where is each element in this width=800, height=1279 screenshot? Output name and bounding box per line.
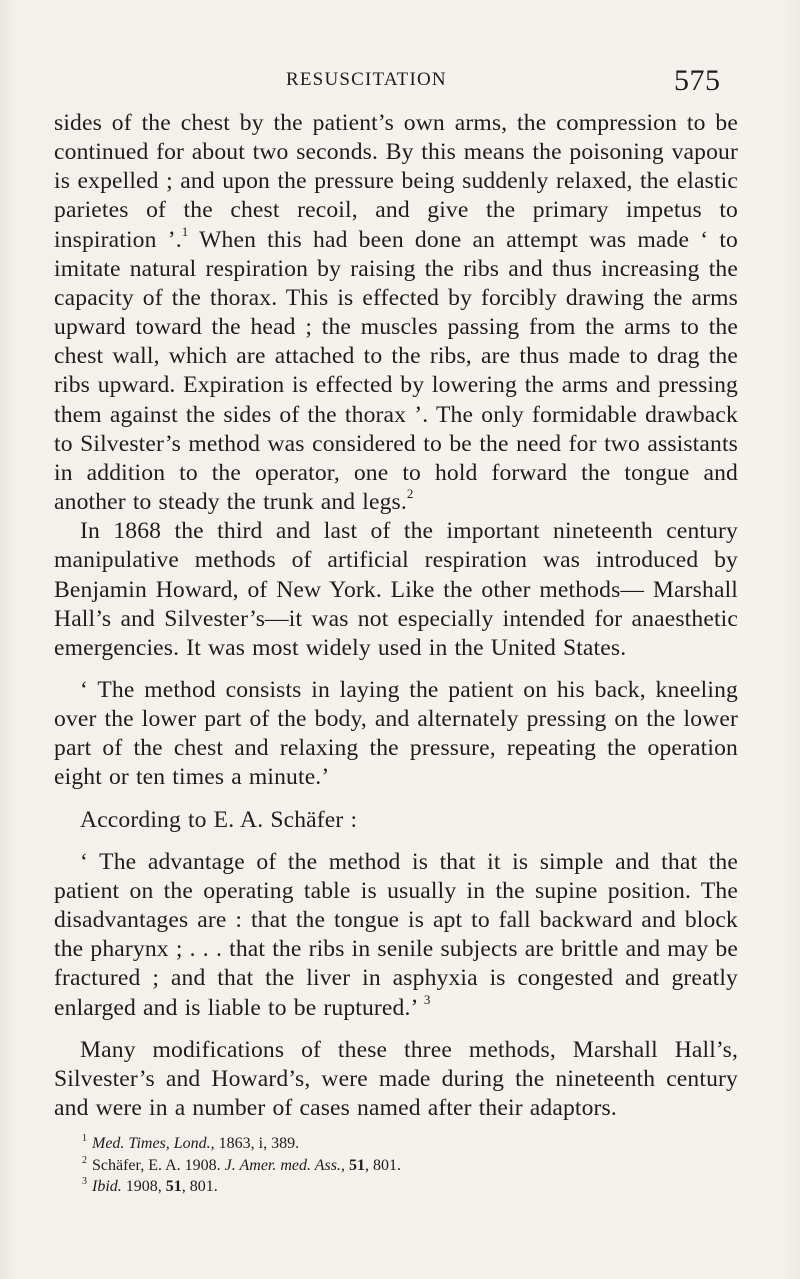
footnote xyxy=(82,1176,772,1198)
body-text xyxy=(54,109,738,1123)
footnote xyxy=(82,1155,772,1177)
quote-text: ‘ The advantage of the method is that it is simple and that the patient on the operating table is usually in the supine position. The disadvantages are : that the tongue is apt to fall backward and block the pharynx ; . . . that the ribs in senile subjects are brittle and may be fractured ; and that the liver in asphyxia is congested and greatly enlarged and is liable to be ruptured.’ xyxy=(54,848,738,1021)
footnote-separator: , xyxy=(340,1156,349,1174)
footnote-citation: , 801. xyxy=(364,1156,401,1174)
footnote-journal: Ibid. xyxy=(92,1178,122,1195)
footnote-volume: 51 xyxy=(165,1178,182,1195)
footnote-ref: 2 xyxy=(406,486,414,502)
footnote-marker: 3 xyxy=(82,1176,87,1187)
block-quote xyxy=(54,848,738,1023)
footnote-volume: 51 xyxy=(348,1156,365,1174)
footnote-author: Schäfer, E. A. 1908. xyxy=(92,1156,225,1174)
block-quote xyxy=(54,676,738,793)
footnote-citation: , 1863, i, 389. xyxy=(210,1135,300,1152)
running-title: RESUSCITATION xyxy=(286,69,447,90)
paragraph xyxy=(54,806,738,835)
paragraph xyxy=(54,517,738,663)
footnote-marker: 2 xyxy=(82,1154,87,1166)
footnote-journal: Med. Times, Lond. xyxy=(92,1135,211,1152)
quote-text: ‘ The method consists in laying the patient on his back, kneeling over the lower part of the body, and alternately pressing on the lower part of the chest and relaxing the pressure, repeating the operation eight or ten times a minute.’ xyxy=(54,676,738,791)
footnotes xyxy=(82,1133,772,1198)
page-header xyxy=(0,64,800,104)
footnote-ref: 3 xyxy=(423,991,431,1007)
paragraph-text: In 1868 the third and last of the important nineteenth century manipulative methods of artificial respiration was introduced by Benjamin Howard, of New York. Like the other methods— Marshall Hall’s and Silvester’s—it was not especially intended for anaesthetic emergencies. It was most widely used in the United States. xyxy=(54,518,738,661)
footnote-citation: , 801. xyxy=(181,1178,218,1195)
footnote-ref: 1 xyxy=(181,223,189,239)
paragraph-text: According to E. A. Schäfer : xyxy=(80,806,358,833)
paragraph-continuation xyxy=(54,109,738,517)
footnote xyxy=(82,1133,772,1155)
paragraph xyxy=(54,1036,738,1123)
paragraph-text: Many modifications of these three methods, Marshall Hall’s, Silvester’s and Howard’s, were made during the nineteenth century and were in a number of cases named after their adaptors. xyxy=(54,1036,738,1121)
paragraph-text: sides of the chest by the patient’s own arms, the compression to be continued for about two seconds. By this means the poisoning vapour is expelled ; and upon the pressure being suddenly relaxed, the elastic parietes of the chest recoil, and give the primary impetus to inspiration ’. xyxy=(54,110,738,253)
footnote-marker: 1 xyxy=(82,1133,87,1144)
paragraph-text: When this had been done an attempt was made ‘ to imitate natural respiration by raising the ribs and thus increasing the capacity of the thorax. This is effected by forcibly drawing the arms upward toward the head ; the muscles passing from the arms to the chest wall, which are attached to the ribs, are thus made to drag the ribs upward. Expiration is effected by lowering the arms and pressing them against the sides of the thorax ’. The only formidable drawback to Silvester’s method was considered to be the need for two assistants in addition to the operator, one to hold forward the tongue and another to steady the trunk and legs. xyxy=(54,226,738,516)
page-number: 575 xyxy=(674,64,721,97)
footnote-citation: 1908, xyxy=(121,1178,166,1195)
footnote-journal: J. Amer. med. Ass. xyxy=(224,1156,341,1174)
